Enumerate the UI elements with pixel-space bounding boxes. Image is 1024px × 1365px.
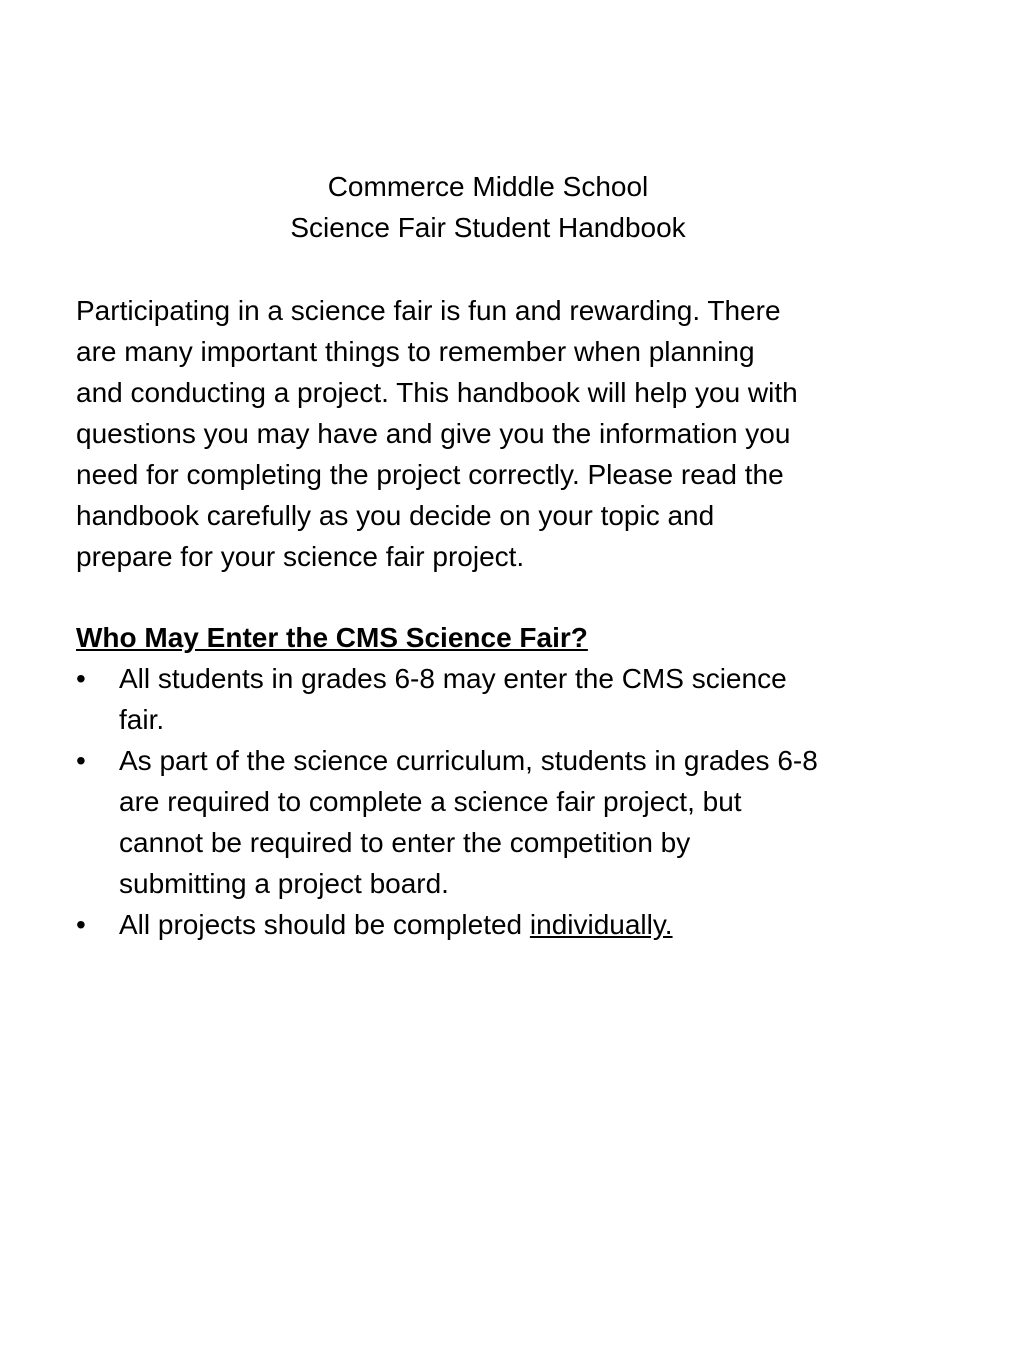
intro-line: prepare for your science fair project. [76,541,525,572]
bullet-line: As part of the science curriculum, students in grades 6-8 [119,745,818,776]
bullet-line: cannot be required to enter the competition by [119,827,691,858]
title-block [0,166,976,248]
bullet-line: All students in grades 6-8 may enter the CMS science [119,663,787,694]
bullet-line: submitting a project board. [119,868,449,899]
school-name: Commerce Middle School [327,171,649,202]
bullet-line: fair. [119,704,165,735]
intro-line: handbook carefully as you decide on your topic and [76,500,715,531]
bullet-line: are required to complete a science fair project, but [119,786,742,817]
bullet-line [119,904,946,945]
bullet-icon: • [76,745,86,776]
bullet-icon: • [76,909,86,940]
eligibility-list [76,658,946,945]
intro-line: and conducting a project. This handbook will help you with [76,377,798,408]
intro-line: questions you may have and give you the information you [76,418,791,449]
section-heading: Who May Enter the CMS Science Fair? [76,622,588,653]
list-item [76,740,946,904]
bullet-icon: • [76,663,86,694]
bullet-text: All projects should be completed [119,909,530,940]
list-item [76,658,946,740]
intro-paragraph [76,290,926,577]
list-item [76,904,946,945]
emphasis-individually: individually. [529,909,673,940]
intro-line: are many important things to remember when planning [76,336,755,367]
intro-line: Participating in a science fair is fun and rewarding. There [76,295,781,326]
intro-line: need for completing the project correctly. Please read the [76,459,784,490]
page-title: Science Fair Student Handbook [290,212,686,243]
